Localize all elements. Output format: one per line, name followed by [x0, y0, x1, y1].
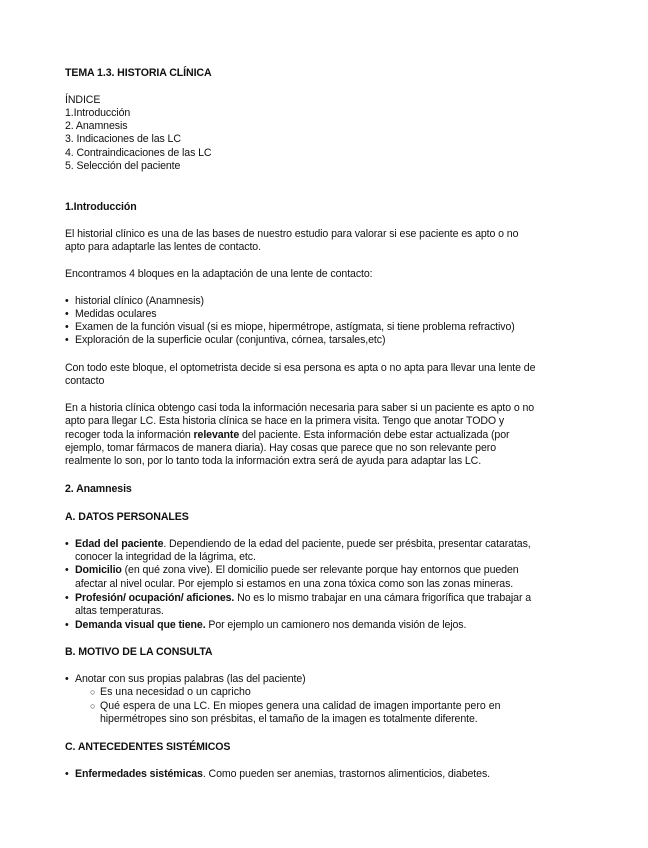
intro-paragraph-line: apto para llegar LC. Esta historia clínica se hace en la primera visita. Tengo que anotar TODO y [65, 415, 505, 427]
intro-paragraph-line: ejemplo, tomar fármacos de manera diaria). Hay cosas que parece que no son relevante pero [65, 442, 496, 454]
intro-paragraph-line: El historial clínico es una de las bases de nuestro estudio para valorar si ese paciente es apto o no [65, 228, 519, 240]
intro-paragraph-line: En a historia clínica obtengo casi toda la información necesaria para saber si un paciente es apto o no [65, 402, 535, 414]
index-item: 1.Introducción [65, 107, 131, 119]
intro-paragraph-line: recoger toda la información relevante del paciente. Esta información debe estar actualizada (por [65, 429, 510, 441]
index-item: 3. Indicaciones de las LC [65, 133, 181, 145]
intro-paragraph-line: apto para adaptarle las lentes de contacto. [65, 241, 261, 253]
document-page: TEMA 1.3. HISTORIA CLÍNICA ÍNDICE 1.Introducción 2. Anamnesis 3. Indicaciones de las LC 4. Contraindicaciones de las LC 5. Selección del paciente 1.Introducción El historial clínico es una de las bases de nuestro estudio para valorar si ese paciente es apto o no apto para adaptarle las lentes de contacto. Encontramos 4 bloques en la adaptación de una lente de contacto: • historial clínico (Anamnesis) • Medidas oculares • Examen de la función visual (si es miope, hipermétrope, astígmata, si tiene problema refractivo) • Exploración de la superficie ocular (conjuntiva, córnea, tarsales,etc) Con todo este bloque, el optometrista decide si esa persona es apta o no apta para llevar una lente de contacto En a historia clínica obtengo casi toda la información necesaria para saber si un paciente es apto o no apto para llegar LC. Esta historia clínica se hace en la primera visita. Tengo que anotar TODO y recoger toda la información relevante del paciente. Esta información debe estar actualizada (por ejemplo, tomar fármacos de manera diaria). Hay cosas que parece que no son relevante pero realmente lo son, por lo tanto toda la información extra será de ayuda para adaptar las LC. 2. Anamnesis A. DATOS PERSONALES • Edad del paciente. Dependiendo de la edad del paciente, puede ser présbita, presentar cataratas, conocer la integridad de la lágrima, etc. • Domicilio (en qué zona vive). El domicilio puede ser relevante porque hay entornos que pueden afectar al nivel ocular. Por ejemplo si estamos en una zona tóxica como son las zonas mineras. • Profesión/ ocupación/ aficiones. No es lo mismo trabajar en una cámara frigorífica que trabajar a altas temperaturas. • Demanda visual que tiene. Por ejemplo un camionero nos demanda visión de lejos. B. MOTIVO DE LA CONSULTA • Anotar con sus propias palabras (las del paciente) ○ Es una necesidad o un capricho ○ Qué espera de una LC. En miopes genera una calidad de imagen importante pero en hipermétropes sino son présbitas, el tamaño de la imagen es totalmente diferente. C. ANTECEDENTES SISTÉMICOS • Enfermedades sistémicas. Como pueden ser anemias, trastornos alimenticios, diabetes. [65, 67, 536, 780]
index-item: 4. Contraindicaciones de las LC [65, 147, 212, 159]
list-item-continuation: altas temperaturas. [75, 605, 164, 617]
index-item: 2. Anamnesis [65, 120, 128, 132]
section-c-heading: C. ANTECEDENTES SISTÉMICOS [65, 741, 231, 753]
index-heading: ÍNDICE [65, 94, 101, 106]
intro-paragraph-line: realmente lo son, por lo tanto toda la información extra será de ayuda para adaptar las LC. [65, 455, 482, 467]
sub-list-item-continuation: hipermétropes sino son présbitas, el tamaño de la imagen es totalmente diferente. [100, 713, 478, 725]
intro-paragraph-line: Con todo este bloque, el optometrista decide si esa persona es apta o no apta para llevar una lente de [65, 362, 536, 374]
intro-paragraph-line: contacto [65, 375, 105, 387]
intro-paragraph-line: Encontramos 4 bloques en la adaptación de una lente de contacto: [65, 268, 373, 280]
section-b-heading: B. MOTIVO DE LA CONSULTA [65, 646, 213, 658]
index-item: 5. Selección del paciente [65, 160, 181, 172]
list-item-continuation: conocer la integridad de la lágrima, etc. [75, 551, 256, 563]
anamnesis-heading: 2. Anamnesis [65, 483, 132, 495]
intro-heading: 1.Introducción [65, 201, 137, 213]
list-item-continuation: afectar al nivel ocular. Por ejemplo si estamos en una zona tóxica como son las zonas mineras. [75, 578, 514, 590]
section-a-heading: A. DATOS PERSONALES [65, 511, 189, 523]
document-title: TEMA 1.3. HISTORIA CLÍNICA [65, 67, 212, 79]
